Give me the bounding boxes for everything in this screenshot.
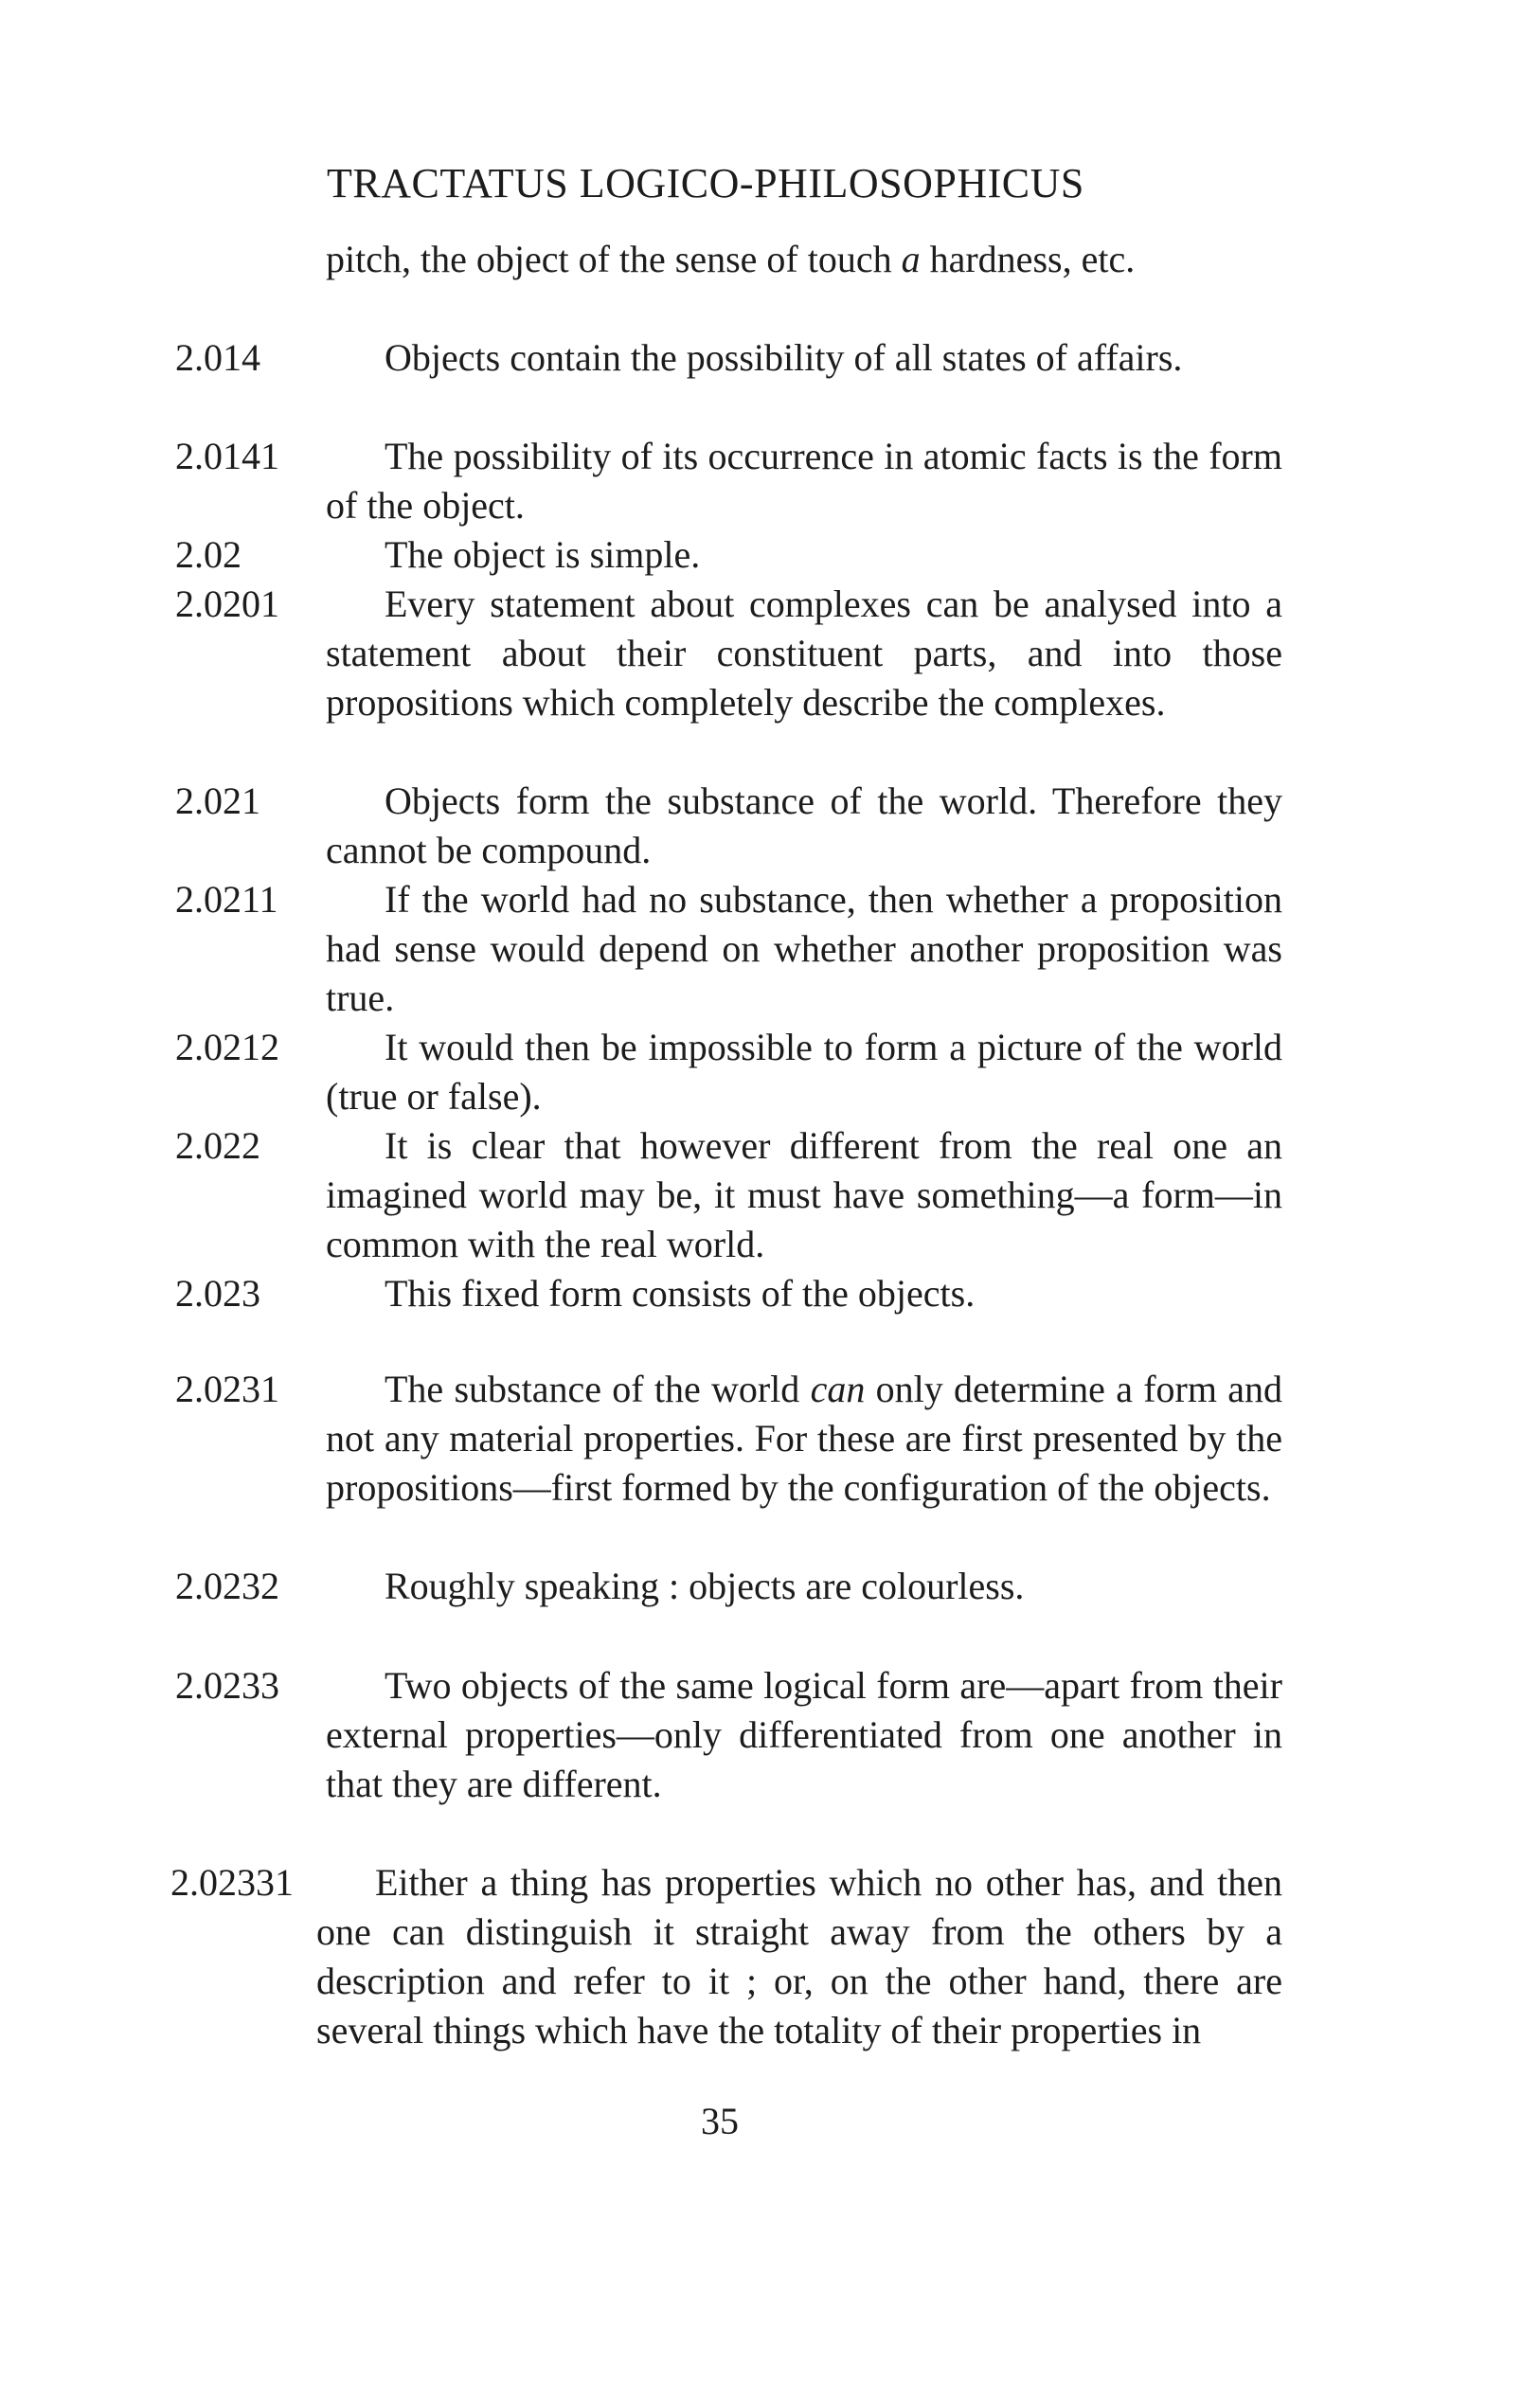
section-text: It would then be impossible to form a picture of the world (true or false). [326,1026,1282,1118]
section-text: If the world had no substance, then whether a proposition had sense would depend on whether another proposition was true. [326,878,1282,1019]
section-number: 2.022 [175,1124,260,1167]
section-number: 2.0233 [175,1664,279,1707]
section-number: 2.02 [175,533,242,576]
section-text: The object is simple. [385,533,701,576]
section-text: Every statement about complexes can be analysed into a statement about their constituent parts, and into those propositions which completely describe the complexes. [326,582,1282,724]
section-text: Objects form the substance of the world. Therefore they cannot be compound. [326,779,1282,871]
section-number: 2.0212 [175,1026,279,1068]
continuation-text: pitch, the object of the sense of touch a hardness, etc. [326,238,1136,280]
section-number: 2.0141 [175,435,279,477]
section-number: 2.0232 [175,1565,279,1607]
section-text: The possibility of its occurrence in atomic facts is the form of the object. [326,435,1282,527]
section-number: 2.02331 [170,1861,294,1904]
section-number: 2.0211 [175,878,278,921]
running-head: TRACTATUS LOGICO-PHILOSOPHICUS [327,160,1084,206]
emphasis: a [901,238,921,280]
page-number: 35 [701,2100,739,2142]
section-text: Roughly speaking : objects are colourless. [385,1565,1025,1607]
emphasis: can [810,1368,866,1410]
section-number: 2.021 [175,779,260,822]
section-text: Objects contain the possibility of all states of affairs. [385,336,1183,379]
section-text: It is clear that however different from the real one an imagined world may be, it must have something—a form—in common with the real world. [326,1124,1282,1265]
section-number: 2.014 [175,336,260,379]
section-text-part: The substance of the world can only determine a form and not any material properties. For these are first presented by the propositions—first formed by the configuration of the objects. [326,1368,1283,1509]
section-number: 2.0231 [175,1368,279,1410]
section-text: Two objects of the same logical form are—apart from their external properties—only differentiated from one another in that they are different. [326,1664,1282,1805]
section-text [326,1365,1282,1513]
section-number: 2.0201 [175,582,279,625]
section-text: Either a thing has properties which no other has, and then one can distinguish it straight away from the others by a description and refer to it ; or, on the other hand, there are several things which have the totality of their properties in [316,1861,1282,2051]
section-text: This fixed form consists of the objects. [385,1272,976,1315]
section-number: 2.023 [175,1272,260,1315]
